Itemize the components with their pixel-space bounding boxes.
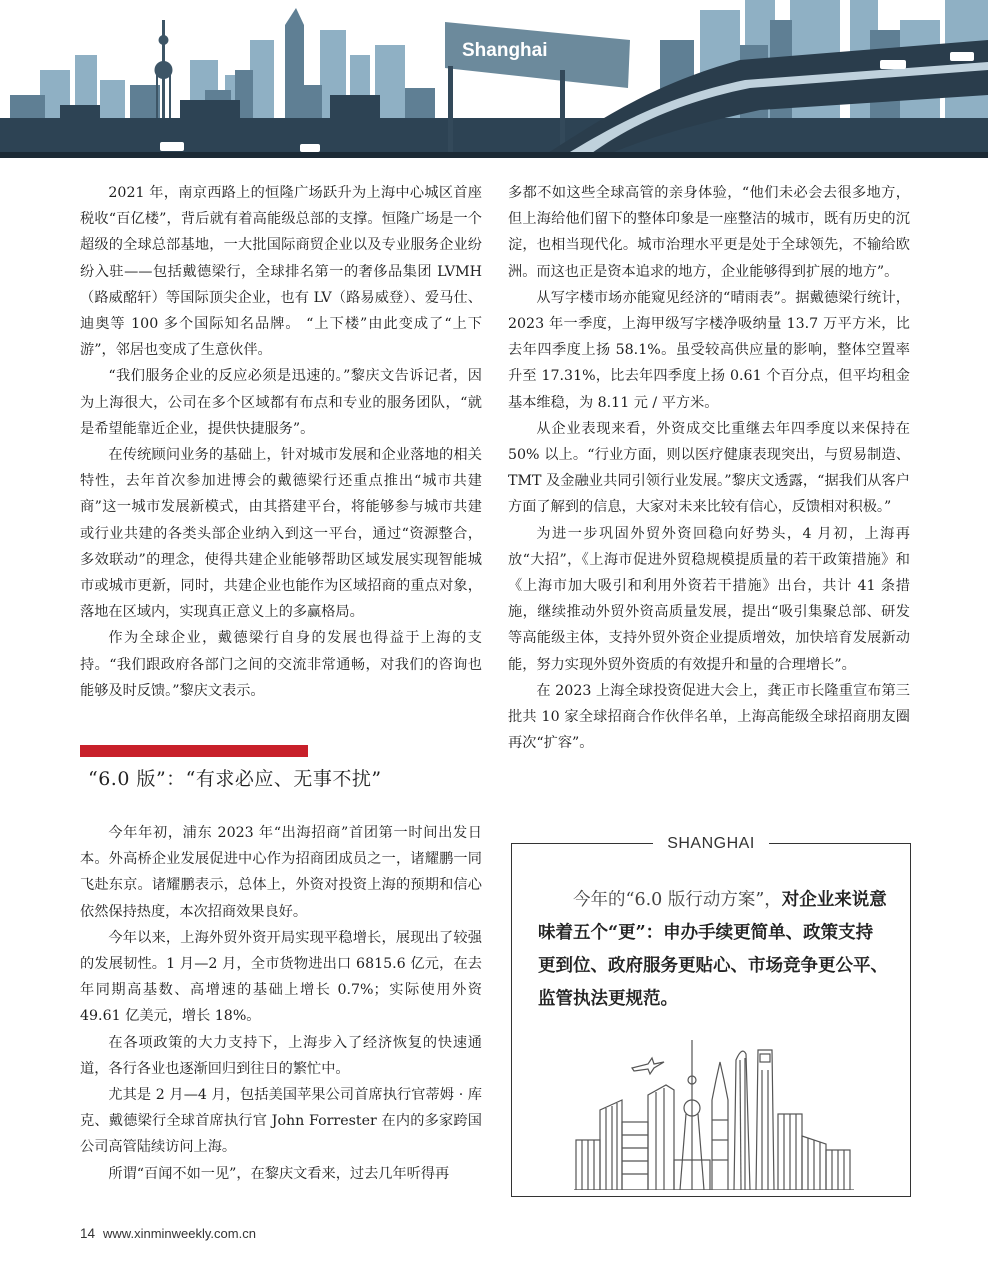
paragraph: 在传统顾问业务的基础上，针对城市发展和企业落地的相关特性，去年首次参加进博会的戴德梁行还重点推出“城市共建商”这一城市发展新模式，由其搭建平台，将能够参与城市共建或行业共建的各类头部企业纳入到这一平台，通过“资源整合，多效联动”的理念，使得共建企业能够帮助区域发展实现智能城市或城市更新，同时，共建企业也能作为区域招商的重点对象，落地在区域内，实现真正意义上的多赢格局。 [80, 447, 482, 621]
page-number: 14 [80, 1226, 96, 1241]
section-heading: “6.0 版”：“有求必应、无事不扰” [88, 768, 382, 790]
banner-sign-text: Shanghai [462, 40, 548, 61]
paragraph: 2021 年，南京西路上的恒隆广场跃升为上海中心城区首座税收“百亿楼”，背后就有着高能级总部的支撑。恒隆广场是一个超级的全球总部基地，一大批国际商贸企业以及专业服务企业纷纷入驻——包括戴德梁行，全球排名第一的奢侈品集团 LVMH（路威酩轩）等国际顶尖企业，也有 LV（路易威登）、爱马仕、迪奥等 100 多个国际知名品牌。 “上下楼”由此变成了“上下游”，邻居也变成了生意伙伴。 [80, 185, 482, 359]
line-art-skyline-icon [574, 1040, 854, 1190]
pull-quote-label: SHANGHAI [653, 833, 769, 855]
paragraph: 从企业表现来看，外资成交比重继去年四季度以来保持在 50% 以上。“行业方面，则以医疗健康表现突出，与贸易制造、TMT 及金融业共同引领行业发展。”黎庆文透露，“据我们从客户方面了解到的信息，大家对未来比较有信心，反馈相对积极。” [508, 420, 910, 516]
paragraph: 今年年初，浦东 2023 年“出海招商”首团第一时间出发日本。外高桥企业发展促进中心作为招商团成员之一，诸耀鹏一同飞赴东京。诸耀鹏表示，总体上，外资对投资上海的预期和信心依然保持热度，本次招商效果良好。 [80, 825, 482, 920]
paragraph: 从写字楼市场亦能窥见经济的“晴雨表”。据戴德梁行统计，2023 年一季度，上海甲级写字楼净吸纳量 13.7 万平方米，比去年四季度上扬 58.1%。虽受较高供应量的影响，整体空置率升至 17.31%，比去年四季度上扬 0.61 个百分点，但平均租金基本维稳，为 8.11 元 / 平方米。 [508, 289, 910, 411]
left-column-top [80, 180, 482, 704]
paragraph: 在 2023 上海全球投资促进大会上，龚正市长隆重宣布第三批共 10 家全球招商合作伙伴名单，上海高能级全球招商朋友圈再次“扩容”。 [508, 682, 910, 752]
page-footer [80, 1226, 256, 1241]
paragraph: 在各项政策的大力支持下，上海步入了经济恢复的快速通道，各行各业也逐渐回归到往日的繁忙中。 [80, 1034, 482, 1077]
paragraph: 今年以来，上海外贸外资开局实现平稳增长，展现出了较强的发展韧性。1 月—2 月，全市货物进出口 6815.6 亿元，在去年同期高基数、高增速的基础上增长 0.7%；实际使用外资 49.61 亿美元，增长 18%。 [80, 929, 482, 1025]
section-accent-bar [80, 745, 308, 757]
header-banner-illustration [0, 0, 988, 158]
paragraph: 为进一步巩固外贸外资回稳向好势头，4 月初，上海再放“大招”，《上海市促进外贸稳规模提质量的若干政策措施》和《上海市加大吸引和利用外资若干措施》出台，共计 41 条措施，继续推动外贸外资高质量发展，提出“吸引集聚总部、研发等高能级主体，支持外贸外资企业提质增效，加快培育发展新动能，努力实现外贸外资质的有效提升和量的合理增长”。 [508, 525, 910, 673]
left-column-bottom [80, 820, 482, 1187]
paragraph: 尤其是 2 月—4 月，包括美国苹果公司首席执行官蒂姆 · 库克、戴德梁行全球首席执行官 John Forrester 在内的多家跨国公司高管陆续访问上海。 [80, 1087, 482, 1156]
paragraph: “我们服务企业的反应必须是迅速的。”黎庆文告诉记者，因为上海很大，公司在多个区域都有布点和专业的服务团队，“就是希望能靠近企业，提供快捷服务”。 [80, 368, 482, 437]
pull-quote-box [511, 835, 911, 1197]
paragraph: 所谓“百闻不如一见”，在黎庆文看来，过去几年听得再 [108, 1165, 450, 1182]
pull-quote-lead: 今年的“6.0 版行动方案”， [573, 890, 782, 910]
paragraph: 作为全球企业，戴德梁行自身的发展也得益于上海的支持。“我们跟政府各部门之间的交流非常通畅，对我们的咨询也能够及时反馈。”黎庆文表示。 [80, 630, 482, 699]
paragraph-continuation: 多都不如这些全球高管的亲身体验，“他们未必会去很多地方，但上海给他们留下的整体印象是一座整洁的城市，既有历史的沉淀，也相当现代化。城市治理水平更是处于全球领先，不输给欧洲。而这也正是资本追求的地方，企业能够得到扩展的地方”。 [508, 185, 910, 280]
pull-quote-text [538, 884, 888, 1016]
pull-quote-bold: 对企业来说意味着五个“更”：申办手续更简单、政策支持更到位、政府服务更贴心、市场竞争更公平、监管执法更规范。 [538, 890, 888, 1009]
right-column [508, 180, 910, 756]
website-url: www.xinminweekly.com.cn [103, 1226, 256, 1241]
shanghai-skyline-illustration [0, 0, 988, 158]
